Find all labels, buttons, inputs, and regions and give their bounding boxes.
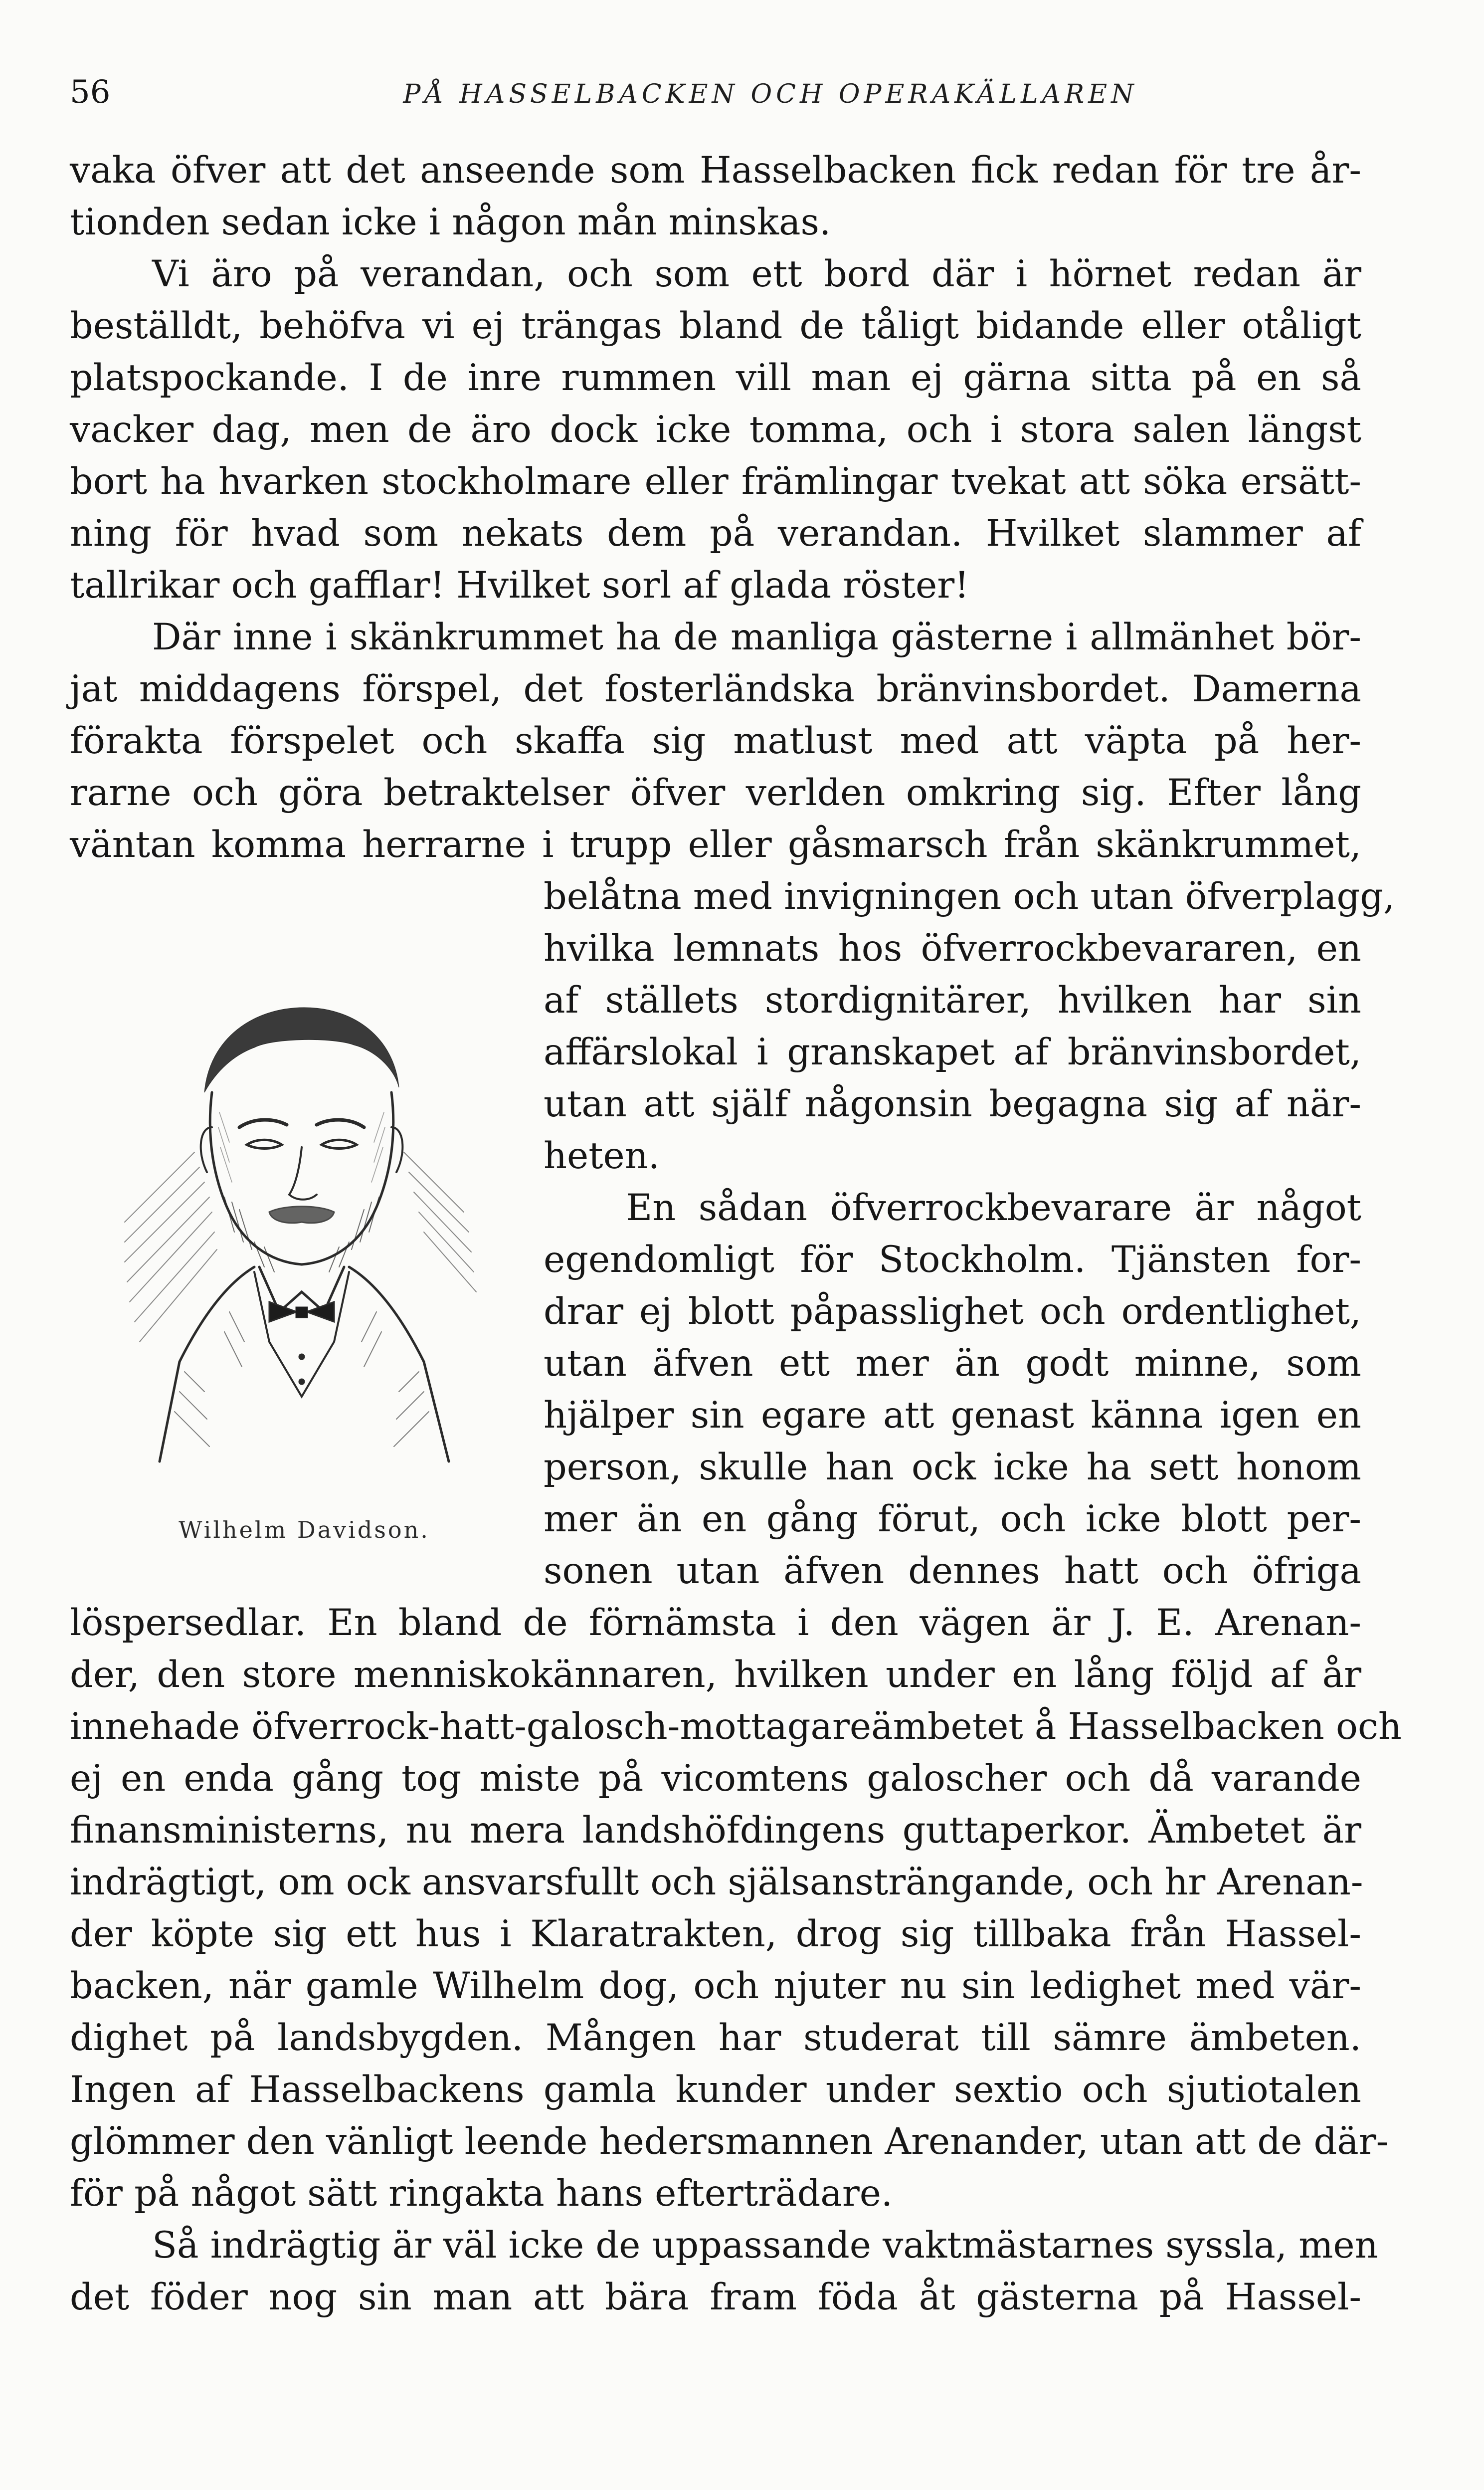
text-line: vaka öfver att det anseende som Hasselbacken fick redan för tre år- — [70, 149, 1361, 192]
text-line: för på något sätt ringakta hans efterträdare. — [70, 2172, 893, 2215]
text-line: drar ej blott påpasslighet och ordentlighet, — [544, 1290, 1361, 1333]
text-line: jat middagens förspel, det fosterländska bränvinsbordet. Damerna — [70, 668, 1361, 710]
running-head: PÅ HASSELBACKEN OCH OPERAKÄLLAREN — [403, 79, 1138, 109]
text-line: En sådan öfverrockbevarare är något — [626, 1187, 1361, 1229]
hair — [204, 1008, 399, 1092]
text-line: Ingen af Hasselbackens gamla kunder under sextio och sjutiotalen — [70, 2069, 1361, 2111]
beard — [269, 1207, 334, 1223]
text-line: egendomligt för Stockholm. Tjänsten for- — [544, 1239, 1361, 1281]
text-line: tionden sedan icke i någon mån minskas. — [70, 201, 831, 243]
text-line: glömmer den vänligt leende hedersmannen Arenander, utan att de där- — [70, 2120, 1389, 2163]
text-line: der, den store menniskokännaren, hvilken under en lång följd af år — [70, 1654, 1361, 1696]
text-line: dighet på landsbygden. Mången har studerat till sämre ämbeten. — [70, 2017, 1361, 2059]
text-line: heten. — [544, 1135, 660, 1177]
text-line: beställdt, behöfva vi ej trängas bland de tåligt bidande eller otåligt — [70, 305, 1361, 347]
text-line: backen, när gamle Wilhelm dog, och njuter nu sin ledighet med vär- — [70, 1965, 1361, 2007]
text-line: mer än en gång förut, och icke blott per- — [544, 1498, 1361, 1540]
text-line: tallrikar och gafflar! Hvilket sorl af glada röster! — [70, 564, 969, 607]
text-line: rarne och göra betraktelser öfver verlden omkring sig. Efter lång — [70, 772, 1361, 814]
text-line: affärslokal i granskapet af bränvinsbordet, — [544, 1031, 1361, 1073]
text-line: vacker dag, men de äro dock icke tomma, och i stora salen längst — [70, 409, 1361, 451]
portrait-engraving — [105, 963, 504, 1476]
text-line: ej en enda gång tog miste på vicomtens galoscher och då varande — [70, 1757, 1361, 1800]
text-line: hvilka lemnats hos öfverrockbevararen, en — [544, 927, 1361, 970]
text-line: Så indrägtig är väl icke de uppassande vaktmästarnes syssla, men — [152, 2224, 1378, 2267]
text-line: utan att själf någonsin begagna sig af när- — [544, 1083, 1361, 1125]
text-line: ning för hvad som nekats dem på verandan. Hvilket slammer af — [70, 512, 1361, 555]
text-line: person, skulle han ock icke ha sett honom — [544, 1446, 1361, 1488]
coat — [160, 1267, 449, 1461]
text-line: bort ha hvarken stockholmare eller främlingar tvekat att söka ersätt- — [70, 460, 1361, 503]
text-line: sonen utan äfven dennes hatt och öfriga — [544, 1550, 1361, 1592]
text-line: innehade öfverrock-hatt-galosch-mottagareämbetet å Hasselbacken och — [70, 1705, 1402, 1748]
page-number: 56 — [70, 74, 111, 111]
text-line: förakta förspelet och skaffa sig matlust med att väpta på her- — [70, 720, 1361, 762]
text-line: platspockande. I de inre rummen vill man ej gärna sitta på en så — [70, 357, 1361, 399]
page-header — [70, 70, 1361, 115]
text-line: finansministerns, nu mera landshöfdingens guttaperkor. Ämbetet är — [70, 1809, 1361, 1852]
text-line: af ställets stordignitärer, hvilken har sin — [544, 979, 1361, 1022]
text-line: belåtna med invigningen och utan öfverplagg, — [544, 875, 1395, 918]
text-line: der köpte sig ett hus i Klaratrakten, drog sig tillbaka från Hassel- — [70, 1913, 1361, 1955]
text-line: väntan komma herrarne i trupp eller gåsmarsch från skänkrummet, — [70, 824, 1361, 866]
text-line: löspersedlar. En bland de förnämsta i den vägen är J. E. Arenan- — [70, 1602, 1361, 1644]
text-line: Vi äro på verandan, och som ett bord där i hörnet redan är — [152, 253, 1361, 295]
figure-caption: Wilhelm Davidson. — [179, 1516, 430, 1543]
face — [210, 1092, 393, 1264]
text-line: indrägtigt, om ock ansvarsfullt och själsansträngande, och hr Arenan- — [70, 1861, 1363, 1903]
text-line: hjälper sin egare att genast känna igen en — [544, 1394, 1361, 1437]
text-line: utan äfven ett mer än godt minne, som — [544, 1342, 1361, 1385]
text-line: Där inne i skänkrummet ha de manliga gästerne i allmänhet bör- — [152, 616, 1361, 658]
text-line: det föder nog sin man att bära fram föda åt gästerna på Hassel- — [70, 2276, 1361, 2318]
